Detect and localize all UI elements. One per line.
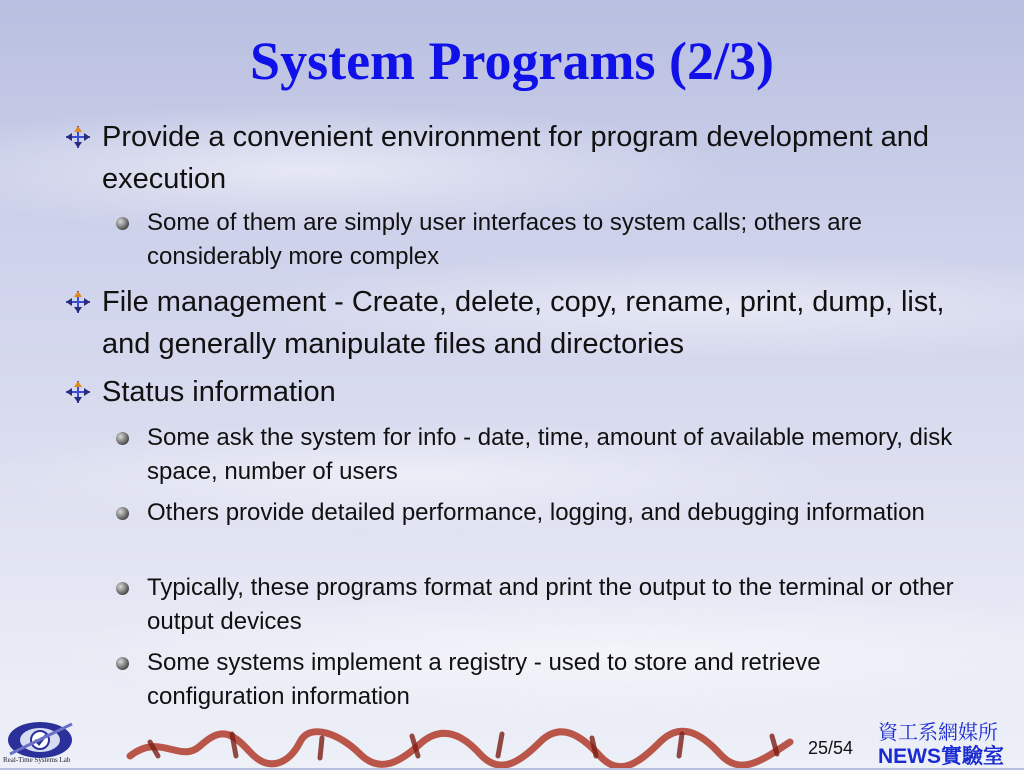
- sub-bullet-text: Typically, these programs format and print the output to the terminal or other output devices: [147, 574, 954, 635]
- four-arrows-icon: [66, 381, 90, 403]
- department-name: 資工系網媒所: [878, 722, 998, 744]
- lab-name: Real-Time Systems Lab: [3, 756, 71, 764]
- sub-bullet-text: Others provide detailed performance, logging, and debugging information: [147, 499, 925, 526]
- sub-bullet-text: Some of them are simply user interfaces to system calls; others are considerably more complex: [147, 209, 862, 270]
- sphere-icon: [116, 582, 129, 595]
- sphere-icon: [116, 217, 129, 230]
- bullet-text: Provide a convenient environment for program development and execution: [102, 121, 929, 195]
- slide-title: System Programs (2/3): [250, 31, 774, 91]
- sphere-icon: [116, 657, 129, 670]
- bullet-text: Status information: [102, 376, 336, 408]
- sphere-icon: [116, 507, 129, 520]
- footer-decoration: [0, 712, 1024, 768]
- sub-bullet-text: Some systems implement a registry - used to store and retrieve configuration information: [147, 649, 821, 710]
- page-number: [808, 738, 853, 759]
- page-current: 25: [808, 738, 829, 758]
- four-arrows-icon: [66, 126, 90, 148]
- sub-bullet-text: Some ask the system for info - date, time, amount of available memory, disk space, number of users: [147, 424, 953, 485]
- lab-label: NEWS實驗室: [878, 745, 1004, 768]
- sphere-icon: [116, 432, 129, 445]
- page-total: /54: [828, 738, 854, 758]
- bullet-text: File management - Create, delete, copy, rename, print, dump, list, and generally manipulate files and directories: [102, 286, 945, 360]
- four-arrows-icon: [66, 291, 90, 313]
